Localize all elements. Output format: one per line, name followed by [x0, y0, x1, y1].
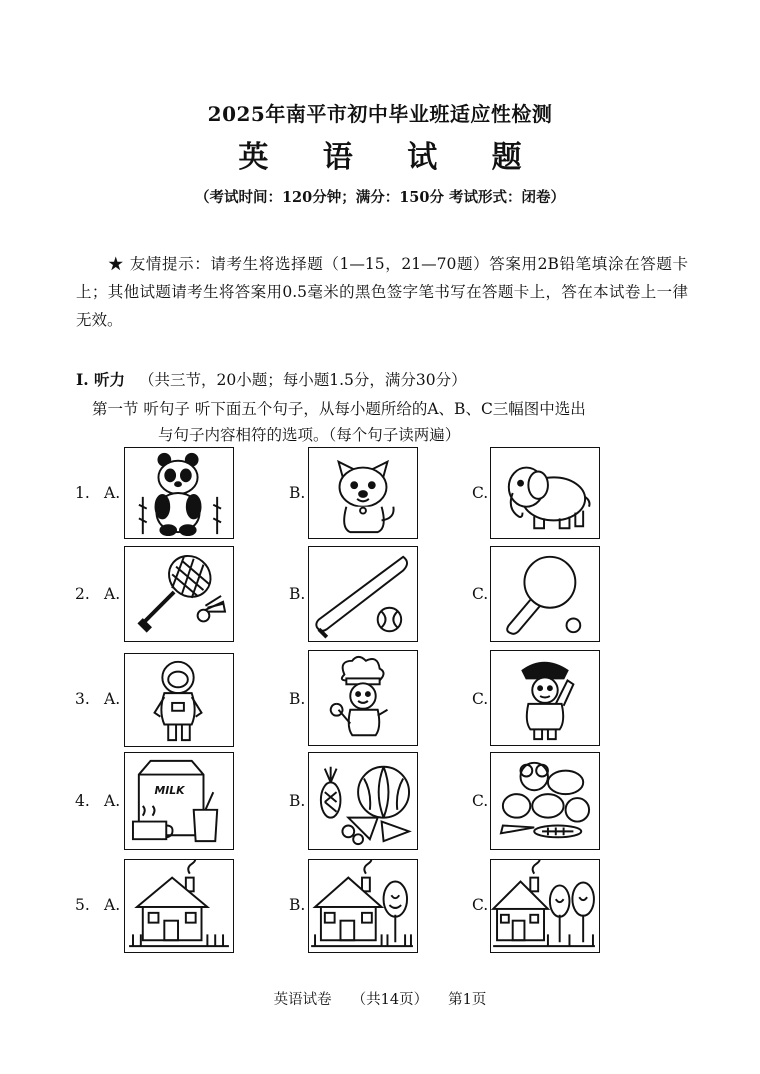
badminton-icon: [125, 547, 233, 641]
option-b-image: [308, 859, 418, 953]
option-c-label: C.: [472, 690, 489, 708]
ping-pong-icon: [491, 547, 599, 641]
option-c-image: [490, 447, 600, 539]
milk-icon: [125, 753, 233, 849]
fruit-icon: [309, 753, 417, 849]
option-a-image: [124, 447, 234, 539]
option-a-label: A.: [104, 484, 121, 502]
footer-total-pages: （共14页）: [351, 992, 429, 1008]
part-line-2: 与句子内容相符的选项。（每个句子读两遍）: [158, 426, 461, 444]
question-number: 4.: [75, 792, 90, 810]
section-meta: （共三节，20小题；每小题1.5分，满分30分）: [139, 371, 467, 389]
option-c-label: C.: [472, 792, 489, 810]
house-no-tree-icon: [125, 860, 233, 952]
option-a-image: [124, 546, 234, 642]
option-a-image: [124, 653, 234, 747]
option-c-image: [490, 650, 600, 746]
question-number: 3.: [75, 690, 90, 708]
option-a-label: A.: [104, 792, 121, 810]
footer-page-number: 第1页: [448, 992, 487, 1008]
vegetables-icon: [491, 753, 599, 849]
option-c-image: [490, 752, 600, 850]
baseball-icon: [309, 547, 417, 641]
option-b-label: B.: [289, 896, 306, 914]
option-c-label: C.: [472, 484, 489, 502]
option-c-label: C.: [472, 896, 489, 914]
page-footer: [0, 988, 760, 1009]
section-title: I. 听力: [76, 370, 126, 389]
house-two-trees-icon: [491, 860, 599, 952]
chef-icon: [309, 651, 417, 745]
svg-text:MILK: MILK: [154, 784, 185, 798]
exam-title: 2025年南平市初中毕业班适应性检测: [207, 102, 553, 126]
option-a-image: [124, 752, 234, 850]
dog-icon: [309, 448, 417, 538]
option-b-image: [308, 546, 418, 642]
notice-text: ★ 友情提示：请考生将选择题（1—15，21—70题）答案用2B铅笔填涂在答题卡上；其他试题请考生将答案用0.5毫米的黑色签字笔书写在答题卡上，答在本试卷上一律无效。: [76, 255, 688, 329]
panda-icon: [125, 448, 233, 538]
option-b-label: B.: [289, 484, 306, 502]
option-a-label: A.: [104, 585, 121, 603]
subject-title: 英 语 试 题: [238, 140, 544, 175]
option-b-label: B.: [289, 690, 306, 708]
question-number: 5.: [75, 896, 90, 914]
part-line-1: 第一节 听句子 听下面五个句子，从每小题所给的A、B、C三幅图中选出: [92, 400, 586, 418]
police-officer-icon: [491, 651, 599, 745]
option-c-image: [490, 859, 600, 953]
question-number: 1.: [75, 484, 90, 502]
option-b-label: B.: [289, 585, 306, 603]
elephant-icon: [491, 448, 599, 538]
section-heading: [76, 368, 467, 390]
question-number: 2.: [75, 585, 90, 603]
option-c-label: C.: [472, 585, 489, 603]
option-b-image: [308, 752, 418, 850]
option-a-label: A.: [104, 690, 121, 708]
option-a-label: A.: [104, 896, 121, 914]
option-b-image: [308, 447, 418, 539]
option-b-image: [308, 650, 418, 746]
astronaut-icon: [125, 654, 233, 746]
house-one-tree-icon: [309, 860, 417, 952]
part-instructions: [92, 396, 692, 448]
option-a-image: [124, 859, 234, 953]
footer-subject: 英语试卷: [273, 992, 332, 1008]
option-c-image: [490, 546, 600, 642]
option-b-label: B.: [289, 792, 306, 810]
exam-info: （考试时间：120分钟；满分：150分 考试形式：闭卷）: [194, 189, 566, 206]
